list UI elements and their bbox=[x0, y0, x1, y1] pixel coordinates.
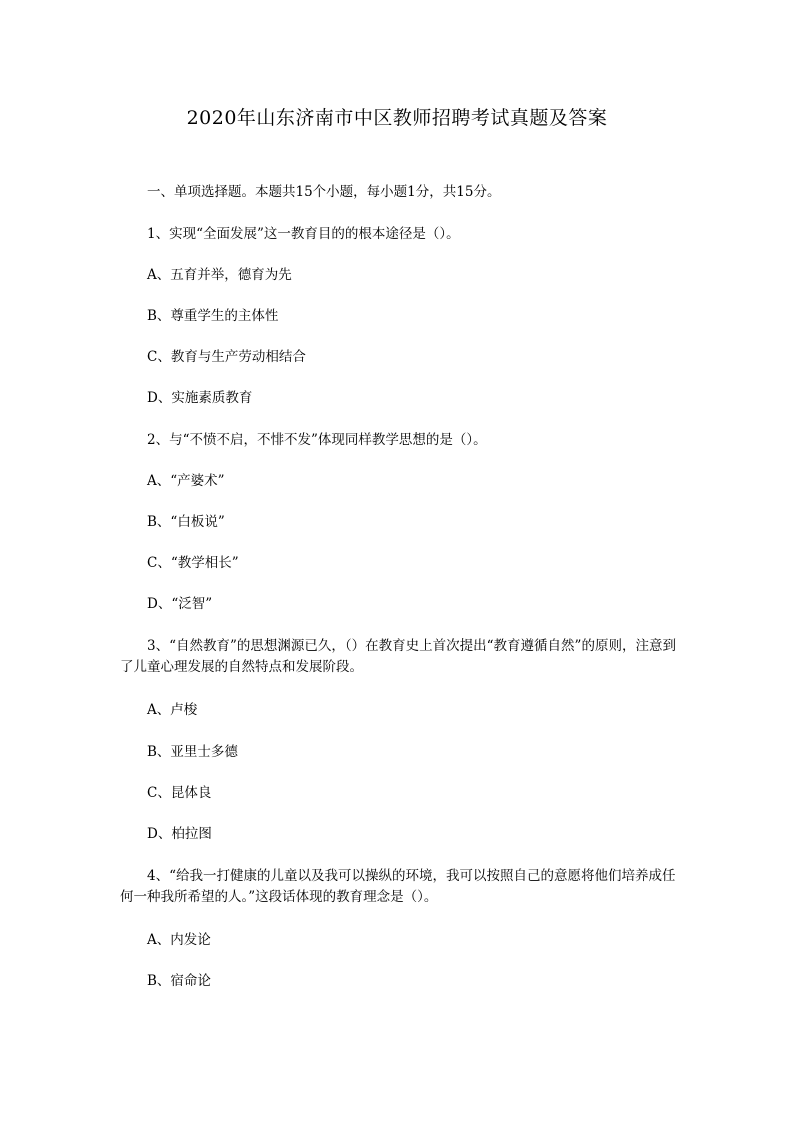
question-2-option-b: B、“白板说” bbox=[147, 514, 225, 530]
question-3-stem: 3、“自然教育”的思想渊源已久，（）在教育史上首次提出“教育遵循自然”的原则，注意到了儿童心理发展的自然特点和发展阶段。 bbox=[120, 638, 676, 675]
question-1-stem: 1、实现“全面发展”这一教育目的的根本途径是（）。 bbox=[147, 226, 460, 242]
question-4-option-b: B、宿命论 bbox=[147, 973, 211, 989]
section-heading: 一、单项选择题。本题共15个小题，每小题1分，共15分。 bbox=[147, 184, 501, 200]
question-1-option-d: D、实施素质教育 bbox=[147, 390, 253, 406]
question-1-option-b: B、尊重学生的主体性 bbox=[147, 308, 279, 324]
question-2-option-a: A、“产婆术” bbox=[147, 473, 225, 489]
question-2-option-c: C、“教学相长” bbox=[147, 555, 239, 571]
question-1-option-c: C、教育与生产劳动相结合 bbox=[147, 349, 306, 365]
question-4-option-a: A、内发论 bbox=[147, 932, 211, 948]
question-2-option-d: D、“泛智” bbox=[147, 596, 213, 612]
question-1-option-a: A、五育并举，德育为先 bbox=[147, 267, 292, 283]
question-2-stem: 2、与“不愤不启，不悱不发”体现同样教学思想的是（）。 bbox=[147, 432, 487, 448]
document-title: 2020年山东济南市中区教师招聘考试真题及答案 bbox=[186, 107, 608, 129]
question-3-option-d: D、柏拉图 bbox=[147, 826, 212, 842]
question-3-option-b: B、亚里士多德 bbox=[147, 744, 238, 760]
question-3-option-a: A、卢梭 bbox=[147, 702, 198, 718]
question-3-option-c: C、昆体良 bbox=[147, 785, 212, 801]
question-4-stem: 4、“给我一打健康的儿童以及我可以操纵的环境，我可以按照自己的意愿将他们培养成任何一种我所希望的人。”这段话体现的教育理念是（）。 bbox=[120, 868, 676, 905]
